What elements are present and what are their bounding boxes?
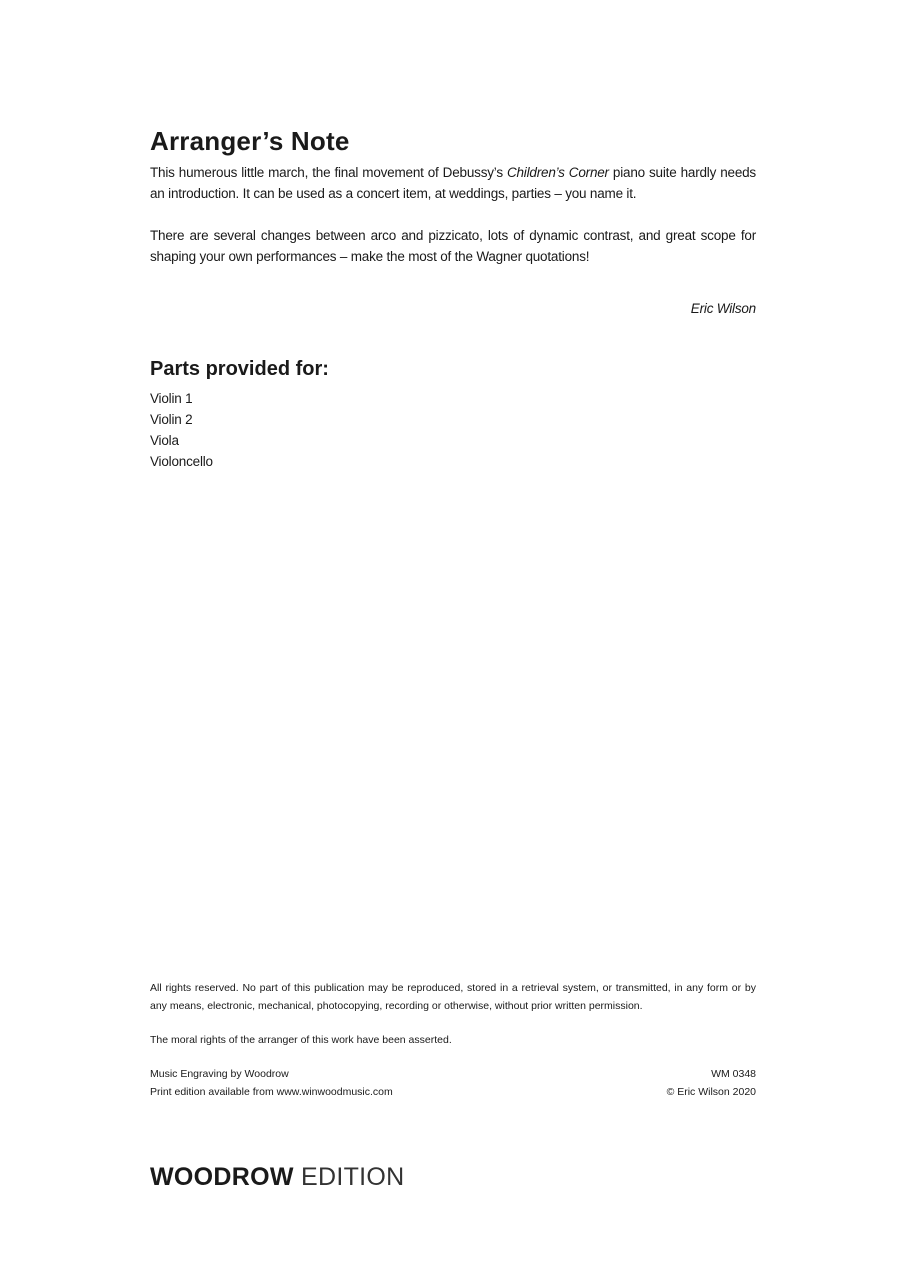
part-item-viola: Viola bbox=[150, 433, 179, 448]
engraving-credit: Music Engraving by Woodrow bbox=[150, 1068, 289, 1080]
logo-light-text: EDITION bbox=[293, 1163, 405, 1191]
part-item-violoncello: Violoncello bbox=[150, 454, 213, 469]
arranger-note-title: Arranger’s Note bbox=[150, 126, 350, 156]
arranger-signature: Eric Wilson bbox=[690, 301, 756, 316]
woodrow-edition-logo bbox=[150, 1162, 405, 1192]
parts-list bbox=[150, 388, 756, 472]
credits-left bbox=[150, 1065, 393, 1101]
work-title: Children’s Corner bbox=[506, 165, 609, 180]
rights-notice: All rights reserved. No part of this publication may be reproduced, stored in a retrieval system, or transmitted, in any form or by any means, electronic, mechanical, photocopying, recording or otherwise, without prior written permission. bbox=[150, 982, 756, 1012]
paragraph-1-start: This humerous little march, the final movement of Debussy’s bbox=[150, 165, 507, 180]
catalog-number: WM 0348 bbox=[711, 1068, 756, 1080]
moral-rights-notice: The moral rights of the arranger of this work have been asserted. bbox=[150, 1034, 452, 1046]
print-edition-credit: Print edition available from www.winwoodmusic.com bbox=[150, 1086, 393, 1098]
part-item-violin-2: Violin 2 bbox=[150, 412, 193, 427]
credits-right bbox=[667, 1065, 756, 1101]
paragraph-1-end: piano suite hardly needs an introduction. It can be used as a concert item, at weddings, parties – you name it. bbox=[150, 165, 756, 201]
arranger-note-paragraph-2: There are several changes between arco and pizzicato, lots of dynamic contrast, and great scope for shaping your own performances – make the most of the Wagner quotations! bbox=[150, 228, 756, 264]
arranger-note-section bbox=[150, 126, 756, 472]
arranger-note-paragraph-1 bbox=[150, 162, 756, 204]
copyright-line: © Eric Wilson 2020 bbox=[666, 1086, 756, 1098]
logo-bold-text: WOODROW bbox=[150, 1163, 294, 1191]
footer-section bbox=[150, 979, 756, 1101]
part-item-violin-1: Violin 1 bbox=[150, 391, 193, 406]
credits-row bbox=[150, 1065, 756, 1101]
parts-title: Parts provided for: bbox=[150, 358, 329, 380]
